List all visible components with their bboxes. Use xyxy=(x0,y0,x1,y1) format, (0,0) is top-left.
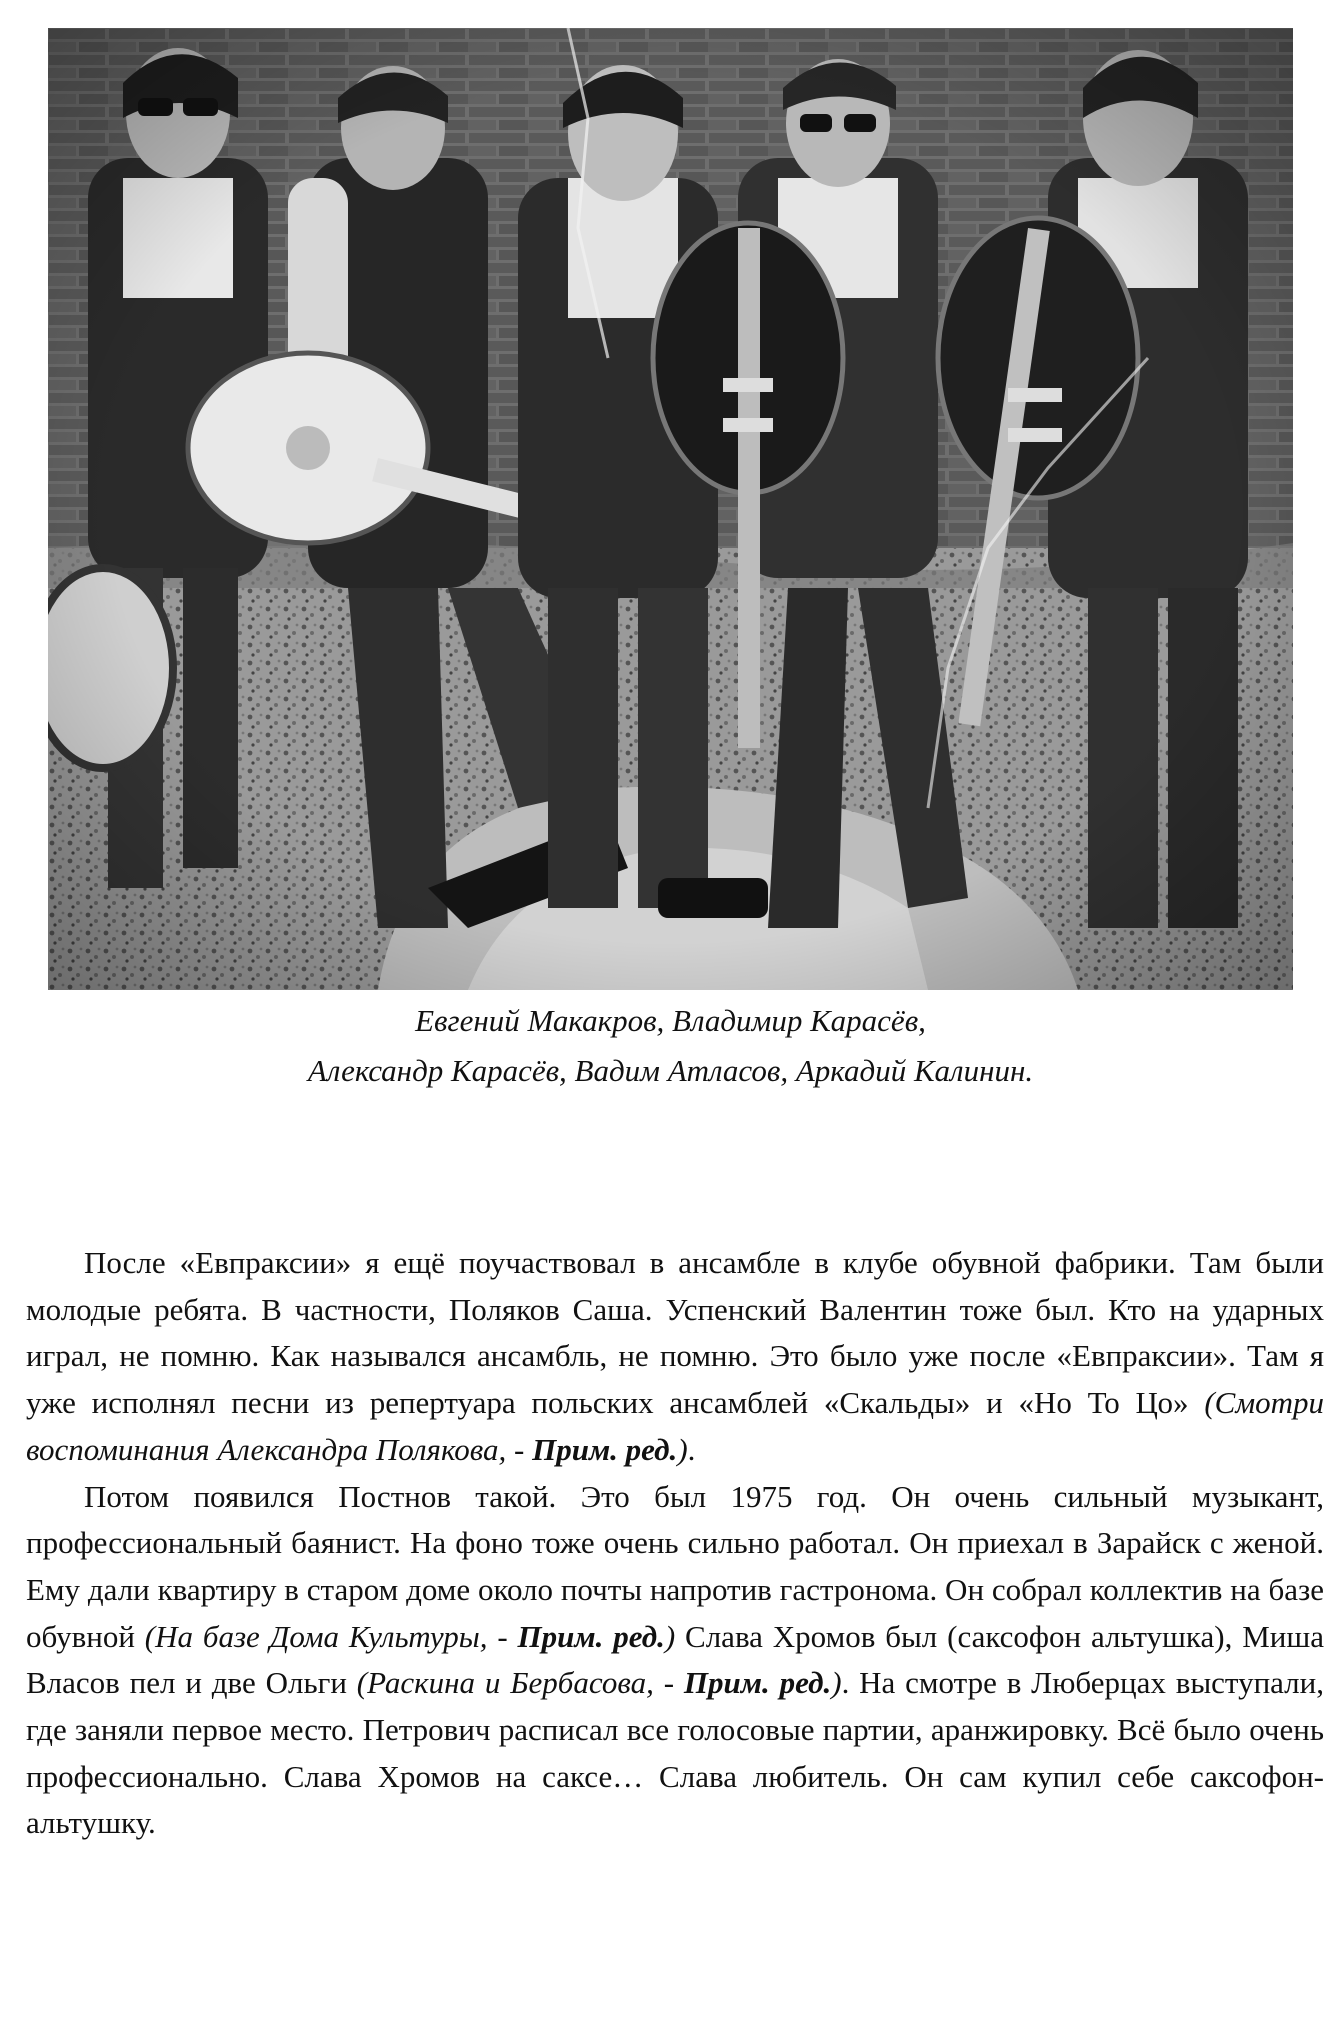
editor-note: (Раскина и Бербасова, - Прим. ред.) xyxy=(356,1665,842,1701)
paragraph-2-text-2: Слава Хромов был (саксофон альтушка), Миша Власов пел и две Ольги xyxy=(26,1618,1324,1701)
caption-line-1: Евгений Макакров, Владимир Карасёв, xyxy=(415,1003,926,1038)
article-body xyxy=(26,1240,1324,1847)
paragraph-1-text: После «Евпраксии» я ещё поучаствовал в ансамбле в клубе обувной фабрики. Там были молодые ребята. В частности, Поляков Саша. Успенский Валентин тоже был. Кто на ударных играл, не помню. Как назывался ансамбль, не помню. Это было уже после «Евпраксии». Там я уже исполнял песни из репертуара польских ансамблей «Скальды» и «Но То Цо» xyxy=(26,1245,1324,1421)
paragraph-2-text-3: . На смотре в Люберцах выступали, где заняли первое место. Петрович расписал все голосовые партии, аранжировку. Всё было очень профессионально. Слава Хромов на саксе… Слава любитель. Он сам купил себе саксофон-альтушку. xyxy=(26,1665,1324,1841)
band-photo xyxy=(48,28,1293,990)
band-photo-illustration xyxy=(48,28,1293,990)
editor-note: (Смотри воспоминания Александра Полякова, - Прим. ред.) xyxy=(26,1385,1324,1467)
photo-caption xyxy=(0,996,1341,1096)
caption-line-2: Александр Карасёв, Вадим Атласов, Аркадий Калинин. xyxy=(307,1053,1034,1088)
editor-note: (На базе Дома Культуры, - Прим. ред.) xyxy=(144,1618,676,1654)
paragraph-2 xyxy=(26,1474,1324,1848)
paragraph-2-text-1: Потом появился Постнов такой. Это был 1975 год. Он очень сильный музыкант, профессиональный баянист. На фоно тоже очень сильно работал. Он приехал в Зарайск с женой. Ему дали квартиру в старом доме около почты напротив гастронома. Он собрал коллектив на базе обувной xyxy=(26,1478,1324,1654)
paragraph-1: После «Евпраксии» я ещё поучаствовал в ансамбле в клубе обувной фабрики. Там были молодые ребята. В частности, Поляков Саша. Успенский Валентин тоже был. Кто на ударных играл, не помню. Как назывался ансамбль, не помню. Это было уже после «Евпраксии». Там я уже исполнял песни из репертуара польских ансамблей «Скальды» и «Но То Цо» (Смотри воспоминания Александра Полякова, - Прим. ред.). xyxy=(26,1245,1324,1467)
